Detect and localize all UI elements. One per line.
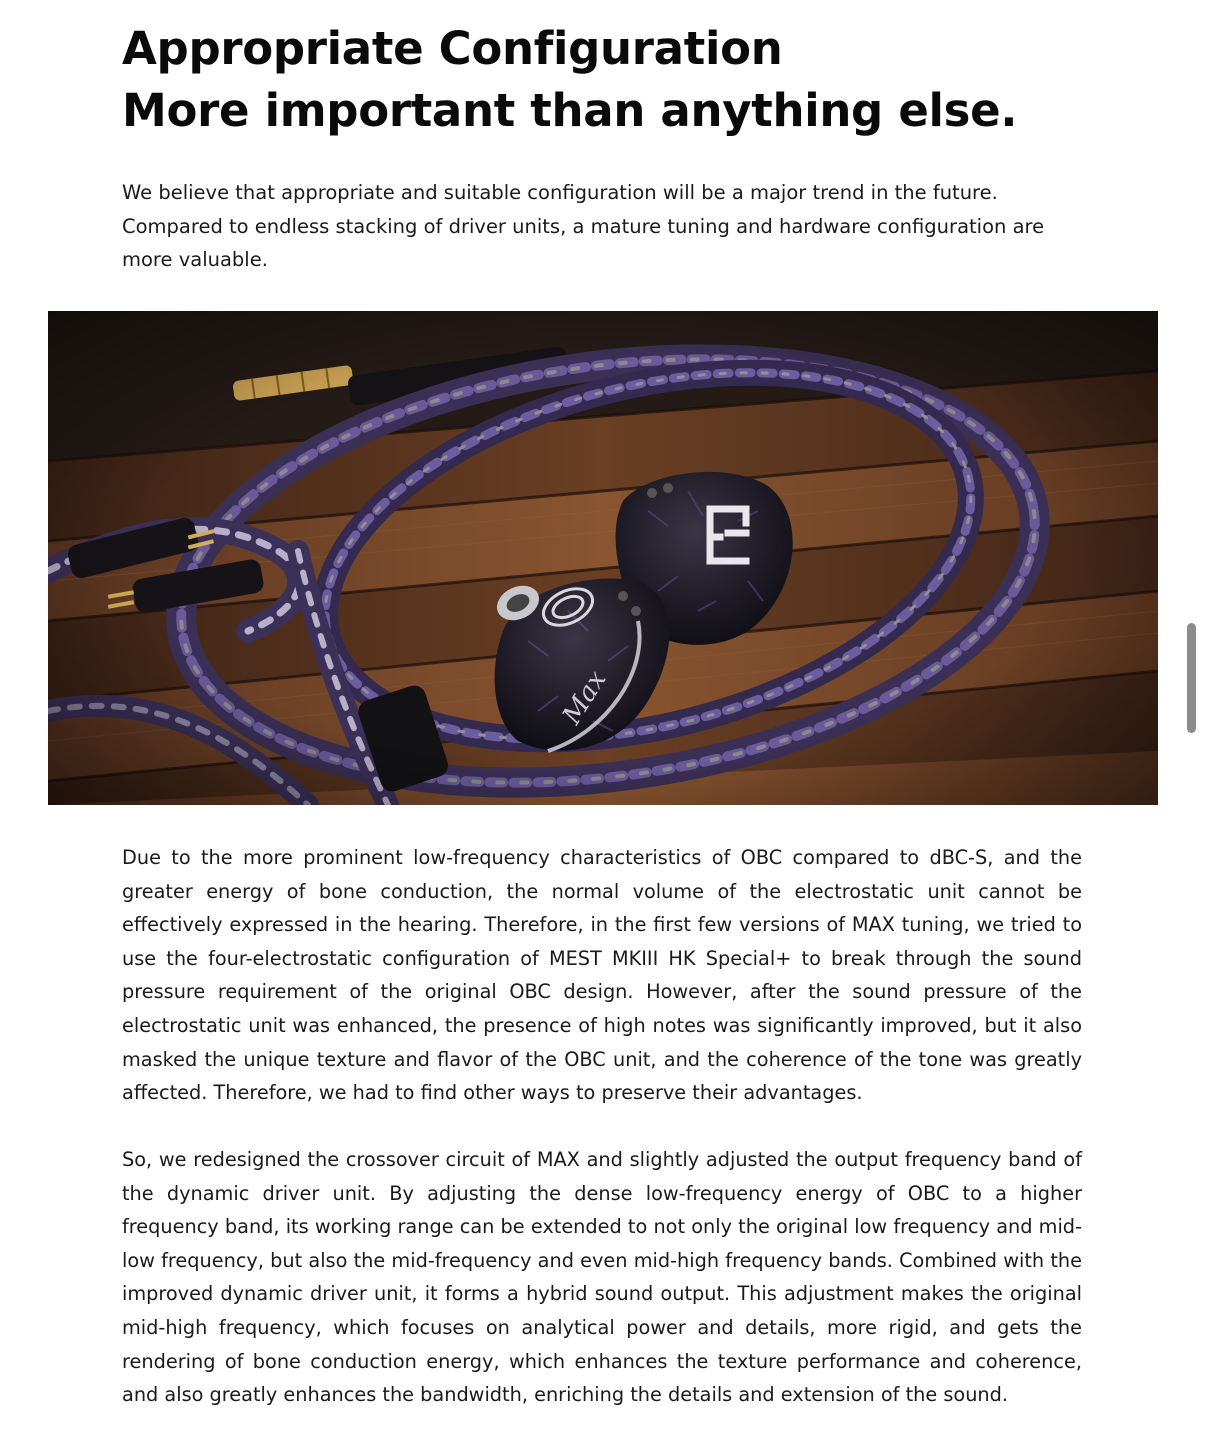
headline <box>122 18 1162 142</box>
paragraph-obc-tuning: Due to the more prominent low-frequency characteristics of OBC compared to dBC-S, and the greater energy of bone conduction, the normal volume of the electrostatic unit cannot be effectively expressed in the hearing. Therefore, in the first few versions of MAX tuning, we tried to use the four-electrostatic configuration of MEST MKIII HK Special+ to break through the sound pressure requirement of the original OBC design. However, after the sound pressure of the electrostatic unit was enhanced, the presence of high notes was significantly improved, but it also masked the unique texture and flavor of the OBC unit, and the coherence of the tone was greatly affected. Therefore, we had to find other ways to preserve their advantages. <box>122 846 1082 1105</box>
product-photo <box>48 311 1158 805</box>
paragraph-crossover-redesign: So, we redesigned the crossover circuit of MAX and slightly adjusted the output frequency band of the dynamic driver unit. By adjusting the dense low-frequency energy of OBC to a higher frequency band, its working range can be extended to not only the original low frequency and mid-low frequency, but also the mid-frequency and even mid-high frequency bands. Combined with the improved dynamic driver unit, it forms a hybrid sound output. This adjustment makes the original mid-high frequency, which focuses on analytical power and details, more rigid, and gets the rendering of bone conduction energy, which enhances the texture performance and coherence, and also greatly enhances the bandwidth, enriching the details and extension of the sound. <box>122 1148 1082 1407</box>
scrollbar-thumb[interactable] <box>1187 623 1196 733</box>
intro-paragraph: We believe that appropriate and suitable configuration will be a major trend in the future. Compared to endless stacking of driver units, a mature tuning and hardware configuration are more valuable. <box>122 181 1045 271</box>
headline-line-2: More important than anything else. <box>122 84 1018 137</box>
headline-line-1: Appropriate Configuration <box>122 22 783 75</box>
